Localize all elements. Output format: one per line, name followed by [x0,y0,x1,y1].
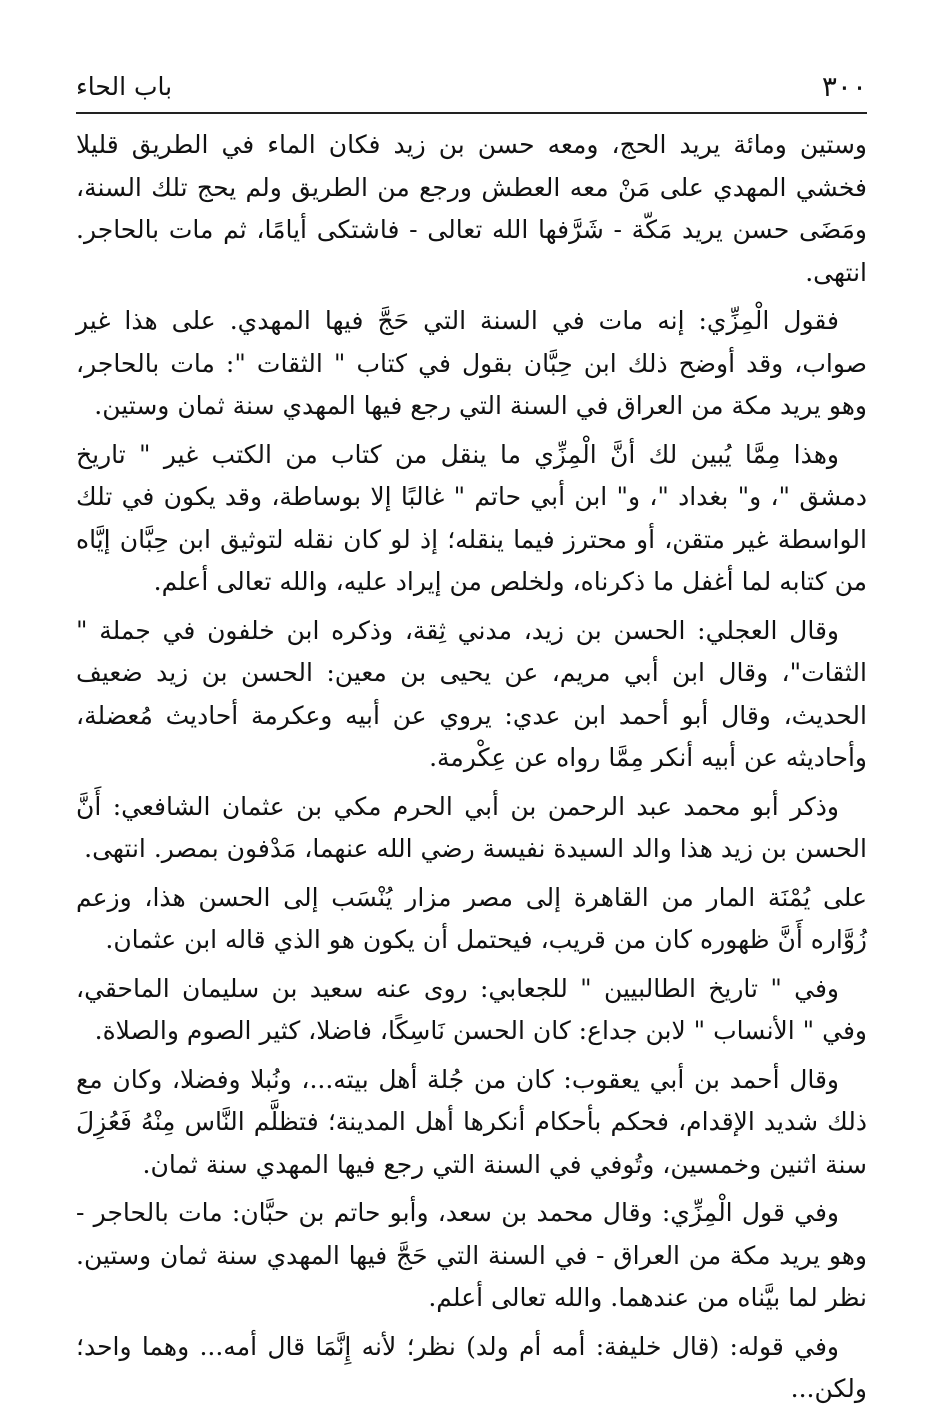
paragraph: وقال أحمد بن أبي يعقوب: كان من جُلة أهل بيته...، ونُبلا وفضلا، وكان مع ذلك شديد الإقدام، فحكم بأحكام أنكرها أهل المدينة؛ فتظلَّم النَّاس مِنْهُ فَعُزِلَ سنة اثنين وخمسين، وتُوفي في السنة التي رجع فيها المهدي سنة ثمان. [76,1064,867,1179]
page-body [76,124,867,1411]
paragraph: فقول الْمِزِّي: إنه مات في السنة التي حَجَّ فيها المهدي. على هذا غير صواب، وقد أوضح ذلك ابن حِبَّان بقول في كتاب " الثقات ": مات بالحاجر، وهو يريد مكة من العراق في السنة التي رجع فيها المهدي سنة ثمان وستين. [76,306,867,420]
paragraph: وقال العجلي: الحسن بن زيد، مدني ثِقة، وذكره ابن خلفون في جملة " الثقات"، وقال ابن أبي مريم، عن يحيى بن معين: الحسن بن زيد ضعيف الحديث، وقال أبو أحمد ابن عدي: يروي عن أبيه وعكرمة أحاديث مُعضلة، وأحاديثه عن أبيه أنكر مِمَّا رواه عن عِكْرمة. [76,615,867,772]
header-divider [76,112,867,114]
page-number: ٣٠٠ [821,69,867,103]
paragraph: وذكر أبو محمد عبد الرحمن بن أبي الحرم مكي بن عثمان الشافعي: أَنَّ الحسن بن زيد هذا والد السيدة نفيسة رضي الله عنهما، مَدْفون بمصر. انتهى. [76,791,867,863]
paragraph: وفي " تاريخ الطالبيين " للجعابي: روى عنه سعيد بن سليمان الماحقي، وفي " الأنساب " لابن جداع: كان الحسن نَاسِكًا، فاضلا، كثير الصوم والصلاة. [76,973,867,1045]
paragraph: على يُمْنَة المار من القاهرة إلى مصر مزار يُنْسَب إلى الحسن هذا، وزعم زُوَّاره أَنَّ ظهوره كان من قريب، فيحتمل أن يكون هو الذي قاله ابن عثمان. [76,882,867,954]
page-header [76,64,867,108]
paragraph: وفي قوله: (قال خليفة: أمه أم ولد) نظر؛ لأنه إِنَّمَا قال أمه... وهما واحد؛ ولكن... [76,1331,867,1403]
paragraph: وهذا مِمَّا يُبين لك أنَّ الْمِزِّي ما ينقل من كتاب من الكتب غير " تاريخ دمشق "، و" بغداد "، و" ابن أبي حاتم " غالبًا إلا بوساطة، وقد يكون في تلك الواسطة غير متقن، أو محترز فيما ينقله؛ إذ لو كان نقله لتوثيق ابن حِبَّان إيَّاه من كتابه لما أغفل ما ذكرناه، ولخلص من إيراد عليه، والله تعالى أعلم. [76,439,867,596]
paragraph-continued: وستين ومائة يريد الحج، ومعه حسن بن زيد فكان الماء في الطريق قليلا فخشي المهدي على مَنْ معه العطش ورجع من الطريق ولم يحج تلك السنة، ومَضَى حسن يريد مَكّة - شَرَّفها الله تعالى - فاشتكى أيامًا، ثم مات بالحاجر. انتهى. [76,130,867,287]
chapter-title: باب الحاء [76,71,173,101]
paragraph: وفي قول الْمِزِّي: وقال محمد بن سعد، وأبو حاتم بن حبَّان: مات بالحاجر - وهو يريد مكة من العراق - في السنة التي حَجَّ فيها المهدي سنة ثمان وستين. نظر لما بيَّناه من عندهما. والله تعالى أعلم. [76,1198,867,1312]
